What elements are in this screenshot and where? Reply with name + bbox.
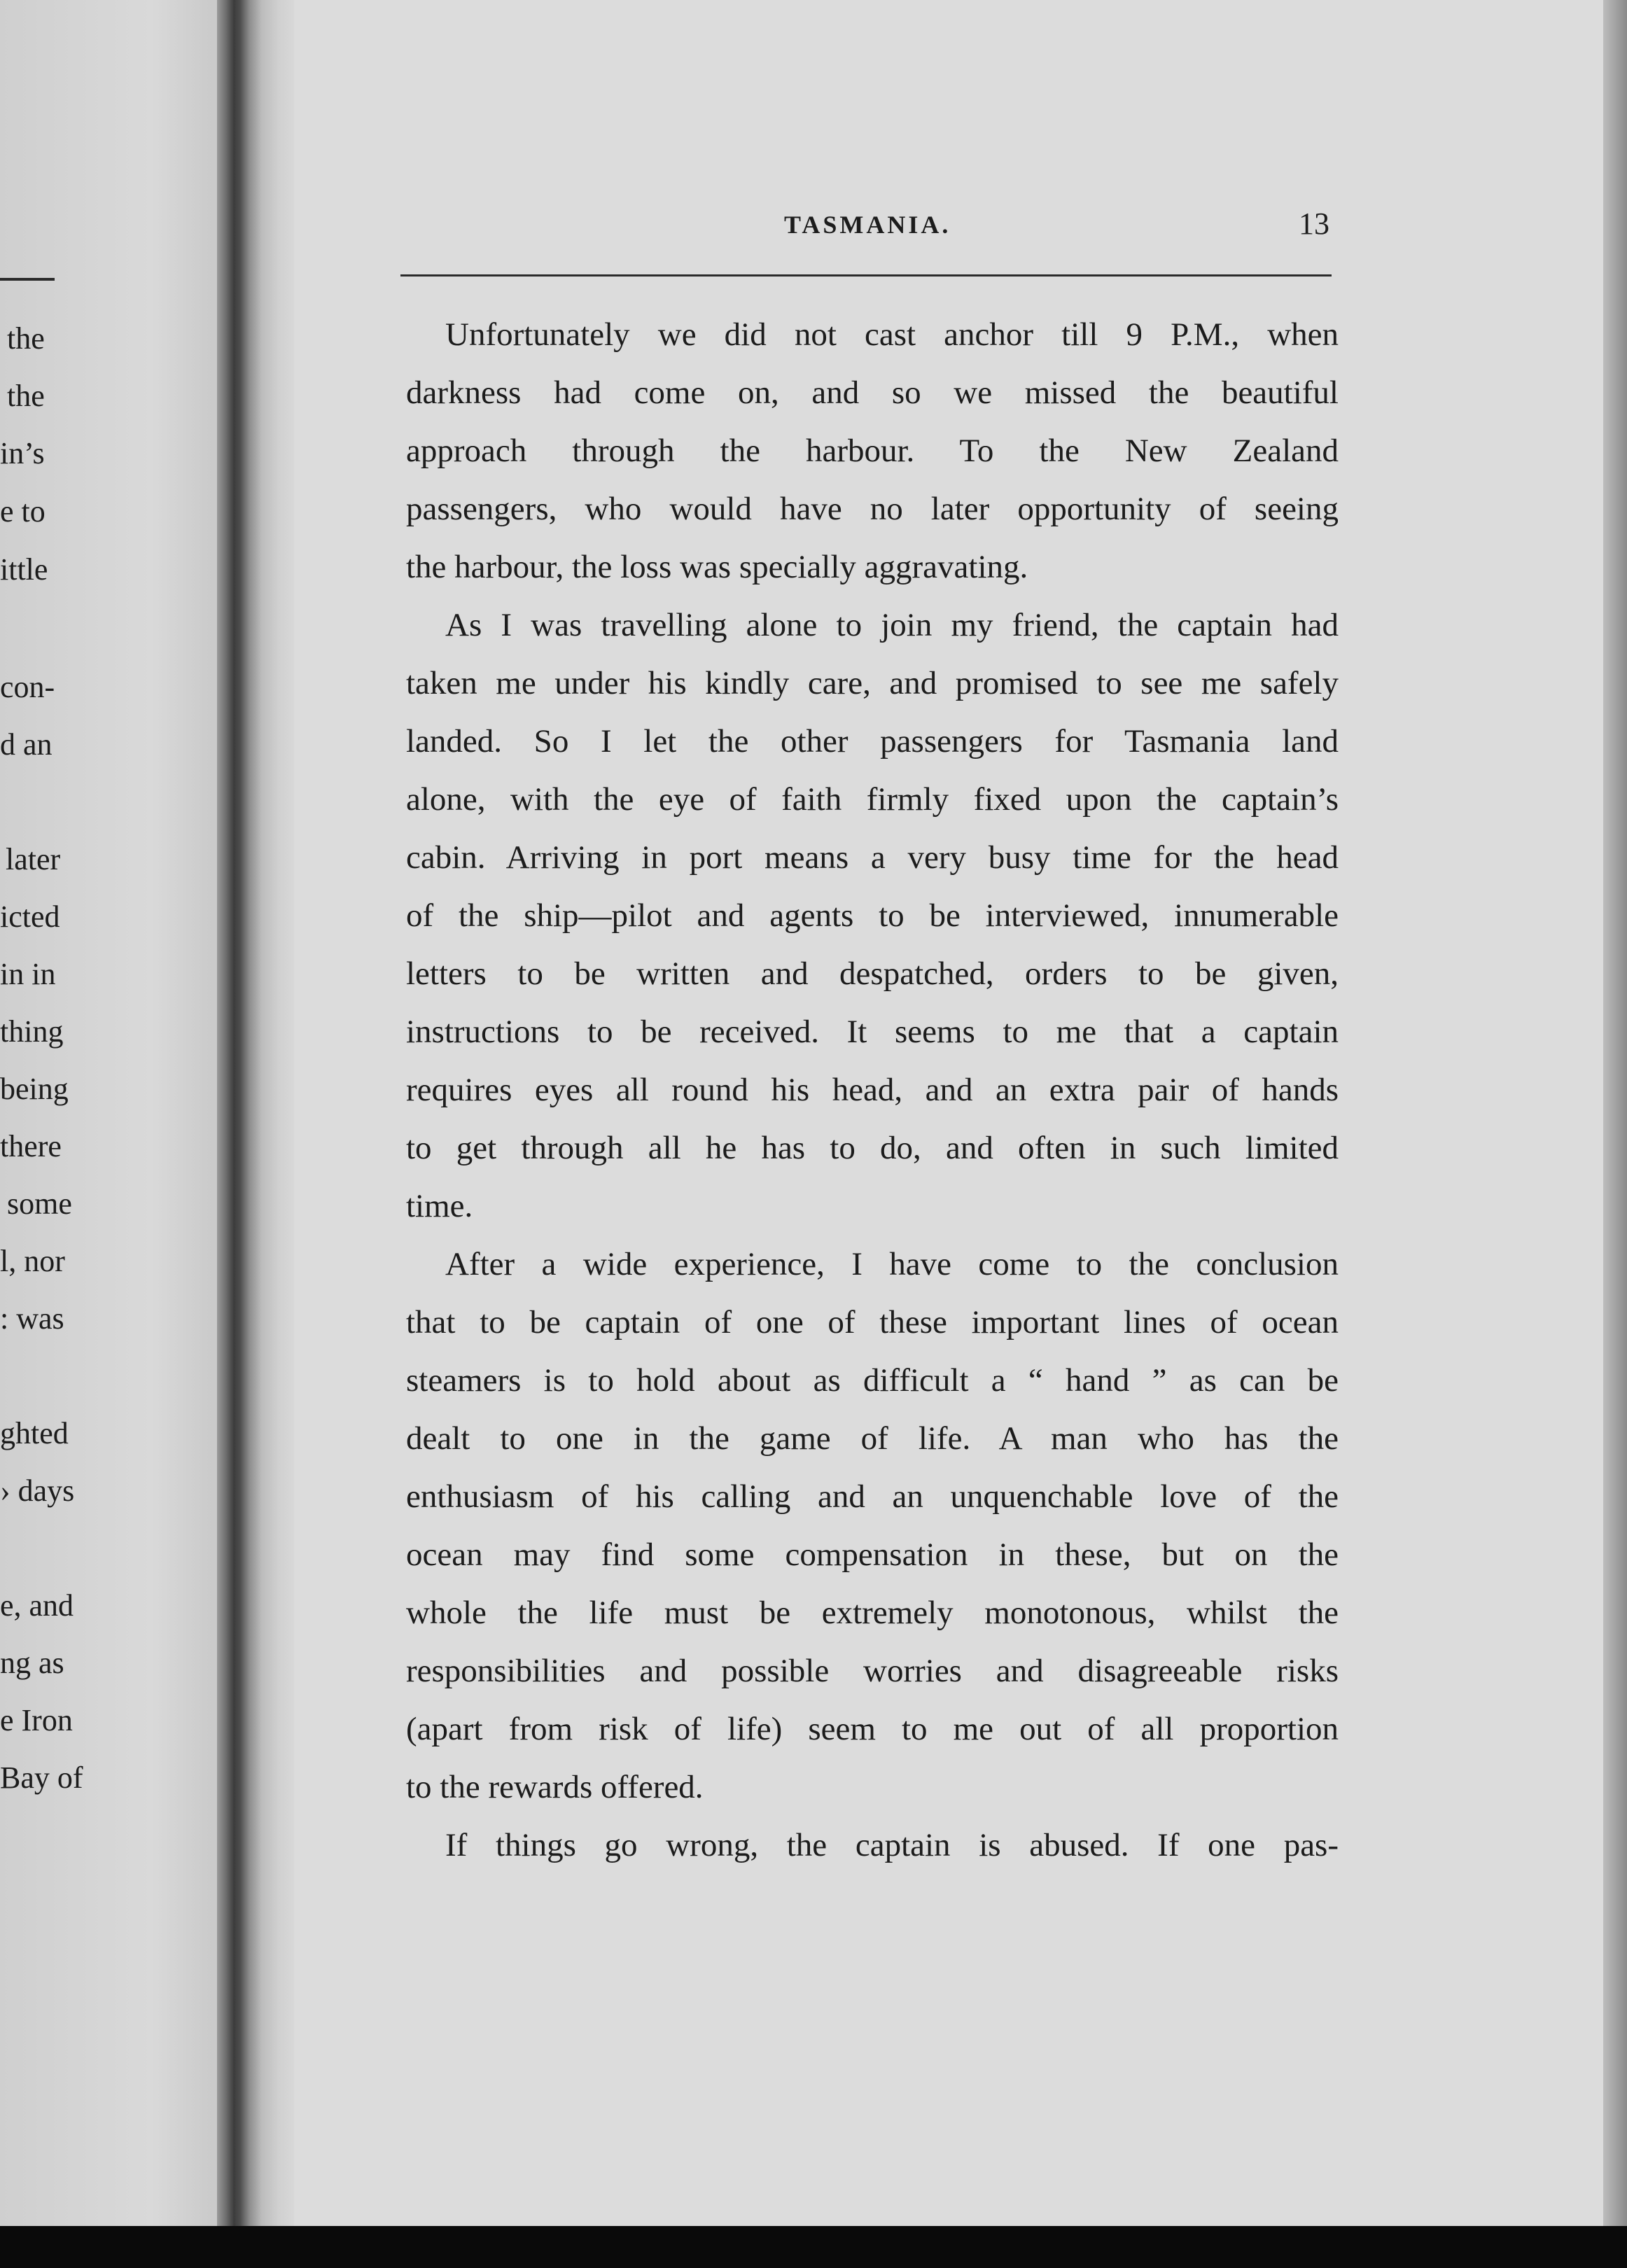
previous-page-line-fragment: thing <box>0 1014 64 1049</box>
body-text-line: (apart from risk of life) seem to me out of all proportion <box>406 1711 1339 1747</box>
previous-page-header-rule <box>0 278 55 281</box>
body-text-line: ocean may find some compensation in these, but on the <box>406 1536 1339 1573</box>
body-text-line: passengers, who would have no later opportunity of seeing <box>406 491 1339 527</box>
scan-bottom-border <box>0 2226 1627 2268</box>
body-text-line: approach through the harbour. To the New Zealand <box>406 433 1339 469</box>
previous-page-line-fragment: l, nor <box>0 1244 65 1278</box>
page-number: 13 <box>1299 206 1329 241</box>
body-text-line: responsibilities and possible worries and disagreeable risks <box>406 1653 1339 1689</box>
body-text-line: whole the life must be extremely monotonous, whilst the <box>406 1595 1339 1631</box>
previous-page-line-fragment: Bay of <box>0 1760 83 1795</box>
body-text-line: cabin. Arriving in port means a very busy time for the head <box>406 839 1339 876</box>
body-text-line: alone, with the eye of faith firmly fixed upon the captain’s <box>406 781 1339 818</box>
previous-page-line-fragment: e to <box>0 494 46 528</box>
previous-page-line-fragment: e, and <box>0 1588 74 1623</box>
previous-page-line-fragment: in’s <box>0 436 45 470</box>
previous-page-line-fragment: in in <box>0 957 56 991</box>
header-rule <box>400 274 1332 276</box>
body-text-line: the harbour, the loss was specially aggravating. <box>406 549 1028 585</box>
previous-page-line-fragment: con- <box>0 670 55 704</box>
previous-page-line-fragment: › days <box>0 1474 75 1508</box>
body-text-line: taken me under his kindly care, and promised to see me safely <box>406 665 1339 701</box>
body-text-line: time. <box>406 1188 473 1224</box>
body-text-line: darkness had come on, and so we missed the beautiful <box>406 374 1339 411</box>
body-text-line: After a wide experience, I have come to the conclusion <box>445 1246 1339 1282</box>
book-binding-gutter <box>217 0 294 2226</box>
body-text-line: landed. So I let the other passengers for Tasmania land <box>406 723 1339 760</box>
page-edge-shadow <box>1603 0 1627 2226</box>
previous-page-line-fragment: some <box>7 1186 72 1221</box>
previous-page-line-fragment: there <box>0 1129 62 1163</box>
previous-page-line-fragment: the <box>7 379 45 413</box>
body-text-line: As I was travelling alone to join my friend, the captain had <box>445 607 1339 643</box>
body-text-line: requires eyes all round his head, and an extra pair of hands <box>406 1072 1339 1108</box>
body-text-line: enthusiasm of his calling and an unquenchable love of the <box>406 1478 1339 1515</box>
previous-page-fragment <box>0 0 217 2226</box>
previous-page-line-fragment: the <box>7 321 45 356</box>
body-text-line: of the ship—pilot and agents to be interviewed, innumerable <box>406 897 1339 934</box>
body-text-line: dealt to one in the game of life. A man who has the <box>406 1420 1339 1457</box>
body-text-line: that to be captain of one of these important lines of ocean <box>406 1304 1339 1340</box>
body-text-line: to get through all he has to do, and often in such limited <box>406 1130 1339 1166</box>
previous-page-line-fragment: : was <box>0 1301 64 1336</box>
body-text-line: to the rewards offered. <box>406 1769 704 1805</box>
body-text-line: instructions to be received. It seems to me that a captain <box>406 1014 1339 1050</box>
body-text-line: Unfortunately we did not cast anchor till 9 P.M., when <box>445 316 1339 353</box>
previous-page-line-fragment: d an <box>0 727 53 762</box>
body-text-line: If things go wrong, the captain is abused. If one pas- <box>445 1827 1339 1863</box>
previous-page-line-fragment: icted <box>0 899 60 934</box>
previous-page-line-fragment: e Iron <box>0 1703 73 1737</box>
body-text-line: steamers is to hold about as difficult a “ hand ” as can be <box>406 1362 1339 1399</box>
previous-page-line-fragment: ng as <box>0 1646 64 1680</box>
previous-page-line-fragment: ghted <box>0 1416 69 1450</box>
previous-page-line-fragment: ittle <box>0 552 48 587</box>
previous-page-line-fragment: later <box>6 842 61 876</box>
previous-page-line-fragment: being <box>0 1072 69 1106</box>
body-text-line: letters to be written and despatched, orders to be given, <box>406 955 1339 992</box>
running-head: TASMANIA. <box>784 211 951 239</box>
